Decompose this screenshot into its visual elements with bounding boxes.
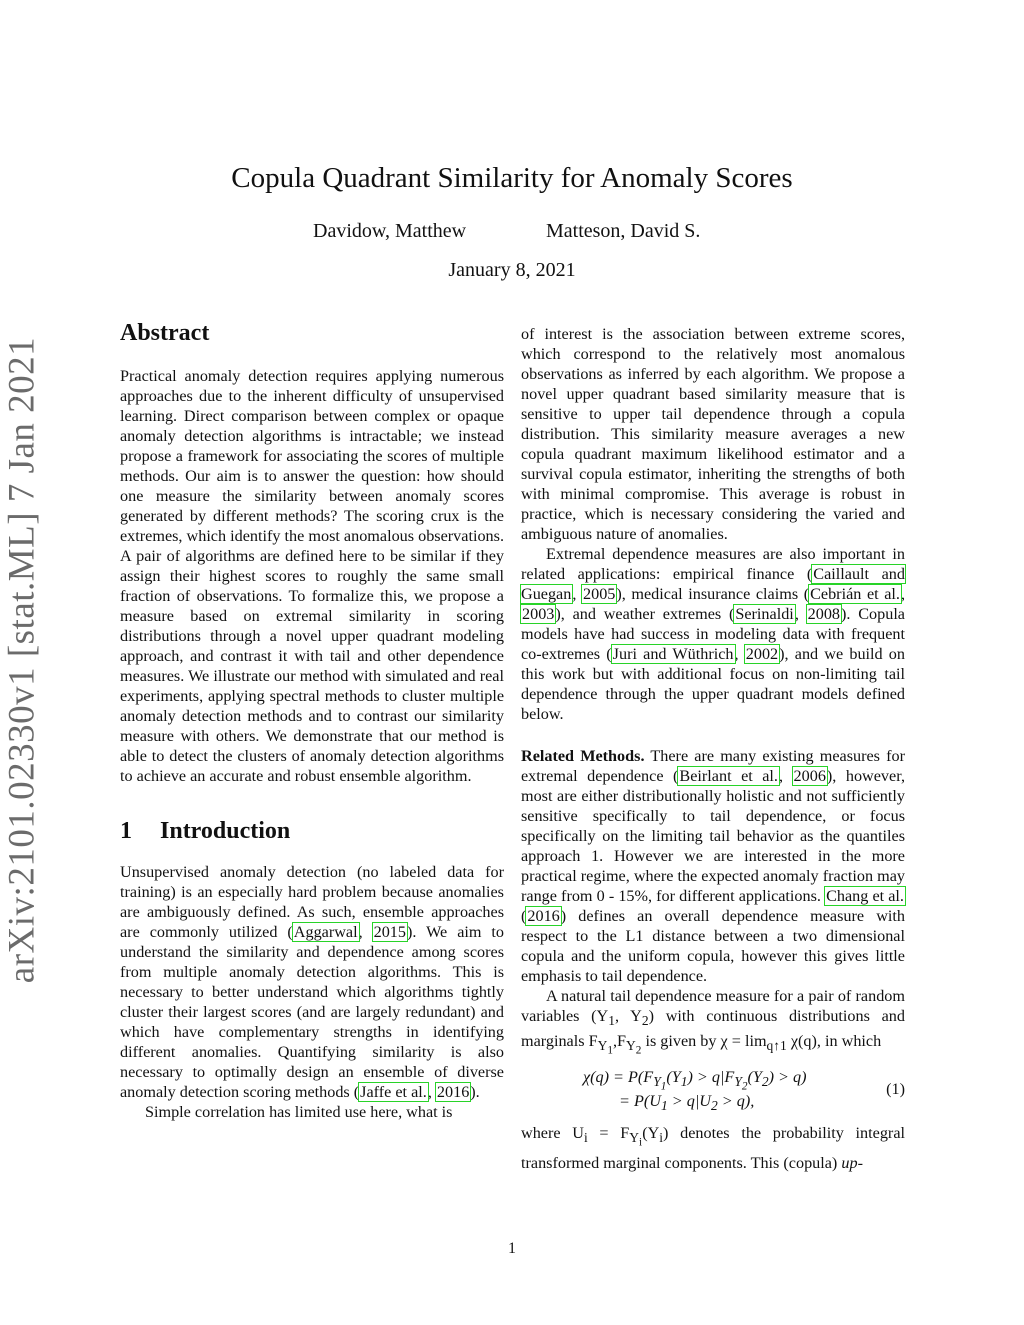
extremal-dependence-paragraph: Extremal dependence measures are also important in related applications: empirical finance (Caillault and Guegan, 2005), medical insurance claims (Cebrián et al., 2003), and weather extremes (Serinaldi, 2008). Copula models have had success in modeling data with frequent co-extremes (Juri and Wüthrich, 2002), and we build on this work but with additional focus on non-limiting tail dependence through the upper quadrant models defined below. (521, 545, 906, 723)
citation-link[interactable]: Jaffe et al. (360, 1083, 427, 1101)
citation-link[interactable]: Aggarwal (293, 923, 358, 941)
left-column (120, 318, 504, 1122)
equation-line-1: $\chi(q) = P(F_{Y_1}(Y_1) > q|F_{Y_2}(Y_2) > q)$ (583, 1068, 807, 1094)
author-2: Matteson, David S. (546, 220, 701, 242)
equation-number: (1) (886, 1080, 905, 1099)
section-heading-introduction (120, 816, 504, 846)
related-methods-heading: Related Methods. (521, 747, 645, 765)
citation-link[interactable]: 2006 (793, 767, 826, 785)
paper-title: Copula Quadrant Similarity for Anomaly Scores (231, 162, 793, 194)
author-1: Davidow, Matthew (313, 220, 467, 242)
citation-link[interactable]: Juri and Wüthrich (612, 645, 734, 663)
abstract-heading: Abstract (120, 320, 210, 346)
section-title: Introduction (160, 818, 291, 844)
abstract-text: Practical anomaly detection requires applying numerous approaches due to the inherent difficulty of unsupervised learning. Direct comparison between complex or opaque anomaly detection algorithms is intractable; we instead propose a framework for associating the scores of multiple methods. Our aim is to answer the question: how should one measure the similarity between anomaly scores generated by different methods? The scoring crux is the extremes, which identify the most anomalous observations. A pair of algorithms are defined here to be similar if they assign their highest scores to roughly the same small fraction of observations. To formalize this, we propose a measure based on extremal similarity in scoring distributions through a novel upper quadrant modeling approach, and contrast it with tail and other dependence measures. We illustrate our method with simulated and real experiments, applying spectral methods to cluster multiple anomaly detection methods and to contrast our similarity measure with others. We demonstrate that our method is able to detect the clusters of anomaly detection algorithms to achieve an accurate and robust ensemble algorithm. (120, 367, 504, 785)
equation-line-2: = $P(U_1 > q|U_2 > q)$, (619, 1092, 755, 1114)
tail-dependence-paragraph: A natural tail dependence measure for a pair of random variables ($Y_1$, $Y_2$) with continuous distributions and marginals $F_{Y_1},F_{Y_2}$ is given by $\chi = \lim_{q↑1} \chi(q)$, in which (521, 987, 905, 1058)
after-equation-paragraph: where $U_i = F_{Y_i}(Y_i)$ denotes the probability integral transformed marginal components. This (copula) up- (521, 1124, 906, 1173)
intro-paragraph-2: Simple correlation has limited use here, what is (145, 1103, 453, 1121)
arxiv-identifier-text: arXiv:2101.02330v1 [stat.ML] 7 Jan 2021 (1, 336, 43, 984)
related-methods-paragraph: Related Methods. There are many existing measures for extremal dependence (Beirlant et al., 2006), however, most are either distributionally holistic and not sufficiently sensitive specifically to tail dependence, or focus specifically on the limiting tail behavior as the quantiles approach 1. However we are interested in the more practical regime, where the expected anomaly fraction may range from 0 - 15%, for different applications. Chang et al. (2016) defines an overall dependence measure with respect to the L1 distance between a two dimensional copula and the uniform copula, however this gives little emphasis to tail dependence. (521, 747, 906, 985)
citation-link[interactable]: 2016 (436, 1083, 470, 1101)
citation-link[interactable]: Caillault and Guegan (521, 565, 905, 603)
citation-link[interactable]: Chang et al. (826, 887, 904, 905)
citation-link[interactable]: 2016 (527, 907, 560, 925)
right-column (521, 324, 905, 1173)
citation-link[interactable]: 2008 (807, 605, 841, 623)
citation-link[interactable]: 2005 (583, 585, 616, 603)
page-number: 1 (508, 1240, 516, 1257)
intro-paragraph-2-continued: of interest is the association between extreme scores, which correspond to the relatively most anomalous observations as inferred by each algorithm. We propose a novel upper quadrant based similarity measure that is sensitive to upper tail dependence through a copula distribution. This similarity measure averages a new copula quadrant maximum likelihood estimator and a survival copula estimator, inheriting the strengths of both with minimal compromise. This average is robust in practice, which is necessary considering the varied and ambiguous nature of anomalies. (521, 325, 905, 543)
citation-link[interactable]: Serinaldi (735, 605, 794, 623)
citation-link[interactable]: 2015 (373, 923, 406, 941)
equation-1 (521, 1067, 905, 1117)
paper-date: January 8, 2021 (448, 259, 576, 281)
citation-link[interactable]: 2003 (522, 605, 555, 623)
citation-link[interactable]: 2002 (745, 645, 779, 663)
intro-paragraph-1: Unsupervised anomaly detection (no labeled data for training) is an especially hard problem because anomalies are ambiguously defined. As such, ensemble approaches are commonly utilized (Aggarwal, 2015). We aim to understand the similarity and dependence among scores from multiple anomaly detection algorithms. This is necessary to better understand which algorithms tightly cluster their largest scores (and are largely redundant) and which have complementary strengths in identifying different anomalies. Quantifying similarity is also necessary to optimally design an ensemble of diverse anomaly detection scoring methods (Jaffe et al., 2016). (120, 863, 504, 1101)
citation-link[interactable]: Beirlant et al. (679, 767, 778, 785)
citation-link[interactable]: Cebrián et al. (810, 585, 900, 603)
section-number: 1 (120, 818, 132, 844)
